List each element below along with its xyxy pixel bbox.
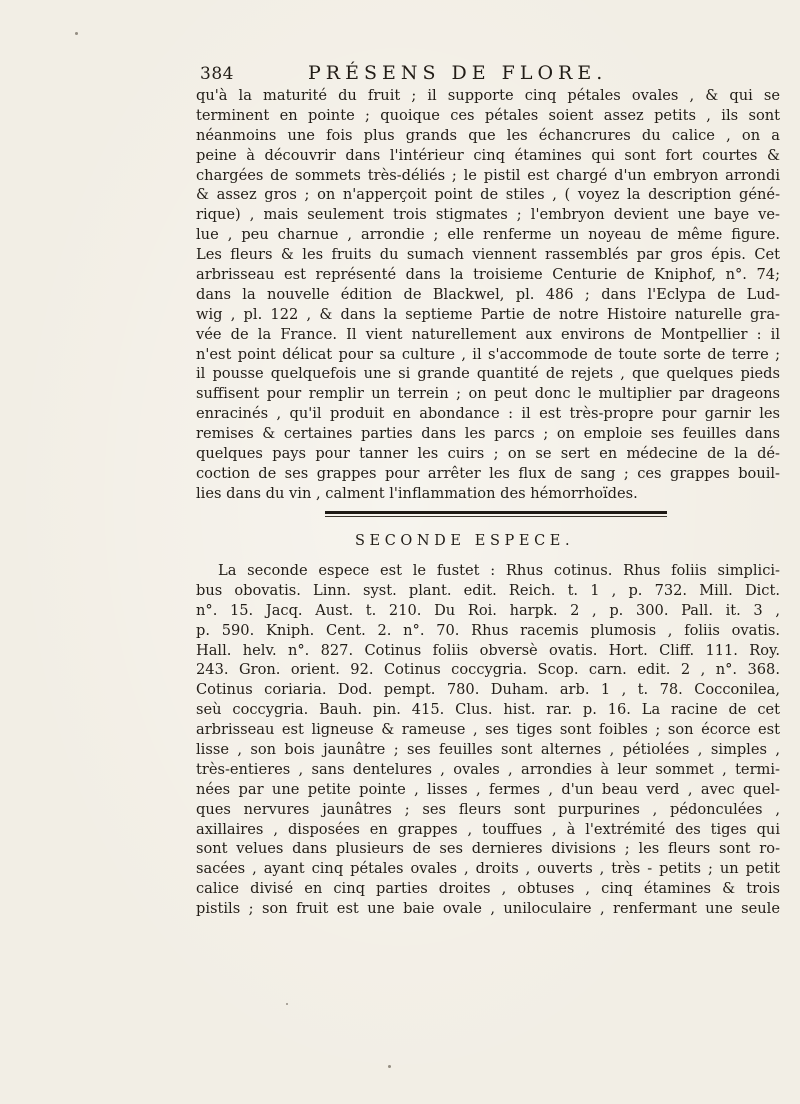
paragraph-sumach-description xyxy=(196,86,780,504)
text-line: seù coccygria. Bauh. pin. 415. Clus. hist. rar. p. 16. La racine de cet xyxy=(196,701,780,719)
paragraph-seconde-espece xyxy=(196,561,780,919)
text-line: n'est point délicat pour sa culture , il s'accommode de toute sorte de terre ; xyxy=(196,345,780,363)
divider-thin-rule xyxy=(325,516,667,517)
text-line: sont velues dans plusieurs de ses dernieres divisions ; les fleurs sont ro- xyxy=(196,840,780,858)
text-line: vée de la France. Il vient naturellement aux environs de Montpellier : il xyxy=(196,325,780,343)
text-line: néanmoins une fois plus grands que les échancrures du calice , on a xyxy=(196,126,780,144)
text-line: n°. 15. Jacq. Aust. t. 210. Du Roi. harpk. 2 , p. 300. Pall. it. 3 , xyxy=(196,601,780,619)
page-header xyxy=(200,62,630,88)
text-line: remises & certaines parties dans les parcs ; on emploie ses feuilles dans xyxy=(196,425,780,443)
text-line: p. 590. Kniph. Cent. 2. n°. 70. Rhus racemis plumosis , foliis ovatis. xyxy=(196,621,780,639)
text-line: lies dans du vin , calment l'inflammation des hémorrhoïdes. xyxy=(196,484,638,502)
text-line: qu'à la maturité du fruit ; il supporte cinq pétales ovales , & qui se xyxy=(196,87,780,104)
text-line: très-entieres , sans dentelures , ovales , arrondies à leur sommet , termi- xyxy=(196,760,780,778)
section-title: SECONDE ESPECE. xyxy=(355,533,575,549)
text-line: nées par une petite pointe , lisses , fermes , d'un beau verd , avec quel- xyxy=(196,780,780,798)
text-line: rique) , mais seulement trois stigmates ; l'embryon devient une baye ve- xyxy=(196,206,780,224)
text-line: lue , peu charnue , arrondie ; elle renferme un noyeau de même figure. xyxy=(196,226,780,244)
text-line: La seconde espece est le fustet : Rhus cotinus. Rhus foliis simplici- xyxy=(218,562,780,579)
text-line: coction de ses grappes pour arrêter les flux de sang ; ces grappes bouil- xyxy=(196,464,780,482)
text-line: 243. Gron. orient. 92. Cotinus coccygria. Scop. carn. edit. 2 , n°. 368. xyxy=(196,661,780,679)
text-line: pistils ; son fruit est une baie ovale , uniloculaire , renfermant une seule xyxy=(196,900,780,918)
text-line: quelques pays pour tanner les cuirs ; on se sert en médecine de la dé- xyxy=(196,445,780,463)
text-line: arbrisseau est représenté dans la troisieme Centurie de Kniphof, n°. 74; xyxy=(196,266,780,284)
text-line: calice divisé en cinq parties droites , obtuses , cinq étamines & trois xyxy=(196,880,780,898)
text-line: Les fleurs & les fruits du sumach viennent rassemblés par gros épis. Cet xyxy=(196,246,780,264)
text-line: ques nervures jaunâtres ; ses fleurs sont purpurines , pédonculées , xyxy=(196,800,780,818)
paper-speck xyxy=(286,1003,288,1005)
divider-thick-rule xyxy=(325,511,667,514)
text-line: sacées , ayant cinq pétales ovales , droits , ouverts , très - petits ; un petit xyxy=(196,860,780,878)
text-line: Hall. helv. n°. 827. Cotinus foliis obversè ovatis. Hort. Cliff. 111. Roy. xyxy=(196,641,780,659)
page-number: 384 xyxy=(200,64,234,84)
paper-speck xyxy=(388,1065,391,1068)
text-line: enracinés , qu'il produit en abondance : il est très-propre pour garnir les xyxy=(196,405,780,423)
section-divider xyxy=(325,509,667,519)
text-line: dans la nouvelle édition de Blackwel, pl. 486 ; dans l'Eclypa de Lud- xyxy=(196,285,780,303)
text-line: & assez gros ; on n'apperçoit point de stiles , ( voyez la description géné- xyxy=(196,186,780,204)
text-line: bus obovatis. Linn. syst. plant. edit. Reich. t. 1 , p. 732. Mill. Dict. xyxy=(196,581,780,599)
text-line: peine à découvrir dans l'intérieur cinq étamines qui sont fort courtes & xyxy=(196,146,780,164)
text-line: Cotinus coriaria. Dod. pempt. 780. Duham. arb. 1 , t. 78. Cocconilea, xyxy=(196,681,780,699)
paper-speck xyxy=(75,32,78,35)
text-line: lisse , son bois jaunâtre ; ses feuilles sont alternes , pétiolées , simples , xyxy=(196,741,780,759)
text-line: chargées de sommets très-déliés ; le pistil est chargé d'un embryon arrondi xyxy=(196,166,780,184)
text-line: terminent en pointe ; quoique ces pétales soient assez petits , ils sont xyxy=(196,106,780,124)
text-line: wig , pl. 122 , & dans la septieme Partie de notre Histoire naturelle gra- xyxy=(196,305,780,323)
text-line: axillaires , disposées en grappes , touffues , à l'extrémité des tiges qui xyxy=(196,820,780,838)
text-line: arbrisseau est ligneuse & rameuse , ses tiges sont foibles ; son écorce est xyxy=(196,721,780,739)
text-line: il pousse quelquefois une si grande quantité de rejets , que quelques pieds xyxy=(196,365,780,383)
text-line: suffisent pour remplir un terrein ; on peut donc le multiplier par drageons xyxy=(196,385,780,403)
running-title: PRÉSENS DE FLORE. xyxy=(308,62,608,84)
